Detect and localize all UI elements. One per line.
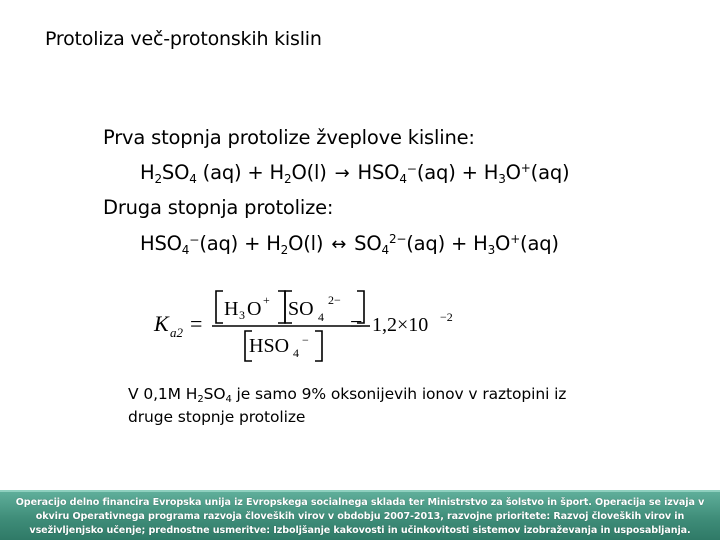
formula-so4: SO [288, 298, 314, 320]
formula-equals-2: = [350, 311, 363, 336]
formula-hso4: HSO [249, 335, 290, 357]
step1-heading: Prva stopnja protolize žveplove kisline: [103, 126, 475, 149]
double-arrow-icon: ↔ [331, 234, 347, 255]
note-text: V 0,1M $H_2SO_4$ je samo 9% oksonijevih ionov v raztopini iz druge stopnje protolize [128, 385, 567, 426]
footer-line-3: vseživljenjsko učenje; prednostne usmeritve: Izboljšanje kakovosti in učinkovitosti sistemov izobraževanja in usposabljanja. [29, 525, 691, 536]
formula-value: 1,2×10 [372, 314, 429, 336]
formula-hso4-sub: 4 [293, 346, 299, 360]
footer-line-1: Operacijo delno financira Evropska unija iz Evropskega socialnega sklada ter Ministrstvo za šolstvo in šport. Operacija se izvaja v [15, 497, 705, 508]
formula-k-subscript: a2 [170, 325, 183, 340]
formula-h3o-o: O [247, 298, 262, 320]
formula-h3o-sup: + [263, 293, 270, 307]
footer-line-2: okviru Operativnega programa razvoja človeških virov v obdobju 2007-2013, razvojne prioritete: Razvoj človeških virov in [35, 511, 685, 522]
slide-title: Protoliza več-protonskih kislin [45, 28, 322, 50]
ka2-formula [150, 285, 470, 365]
formula-exponent: −2 [440, 310, 453, 324]
funding-footer [0, 490, 720, 540]
formula-h3o: H [224, 298, 239, 320]
formula-h3o-sub: 3 [239, 308, 245, 322]
formula-hso4-sup: − [302, 333, 309, 347]
step2-heading: Druga stopnja protolize: [103, 196, 334, 219]
step1-equation: $H_2SO_4$ $(aq) + H_2O(l) \to HSO_4^-(aq) + H_3O^+(aq)$ [140, 161, 570, 186]
formula-so4-sub: 4 [318, 310, 324, 324]
formula-k: K [154, 311, 169, 336]
formula-so4-sup: 2− [328, 293, 341, 307]
step2-equation: $HSO_4^-(aq) + H_2O(l)$ ↔ $SO_4^{2-}(aq) + H_3O^+(aq)$ [140, 232, 559, 257]
right-arrow-icon: → [334, 163, 350, 184]
formula-equals: = [190, 311, 203, 336]
